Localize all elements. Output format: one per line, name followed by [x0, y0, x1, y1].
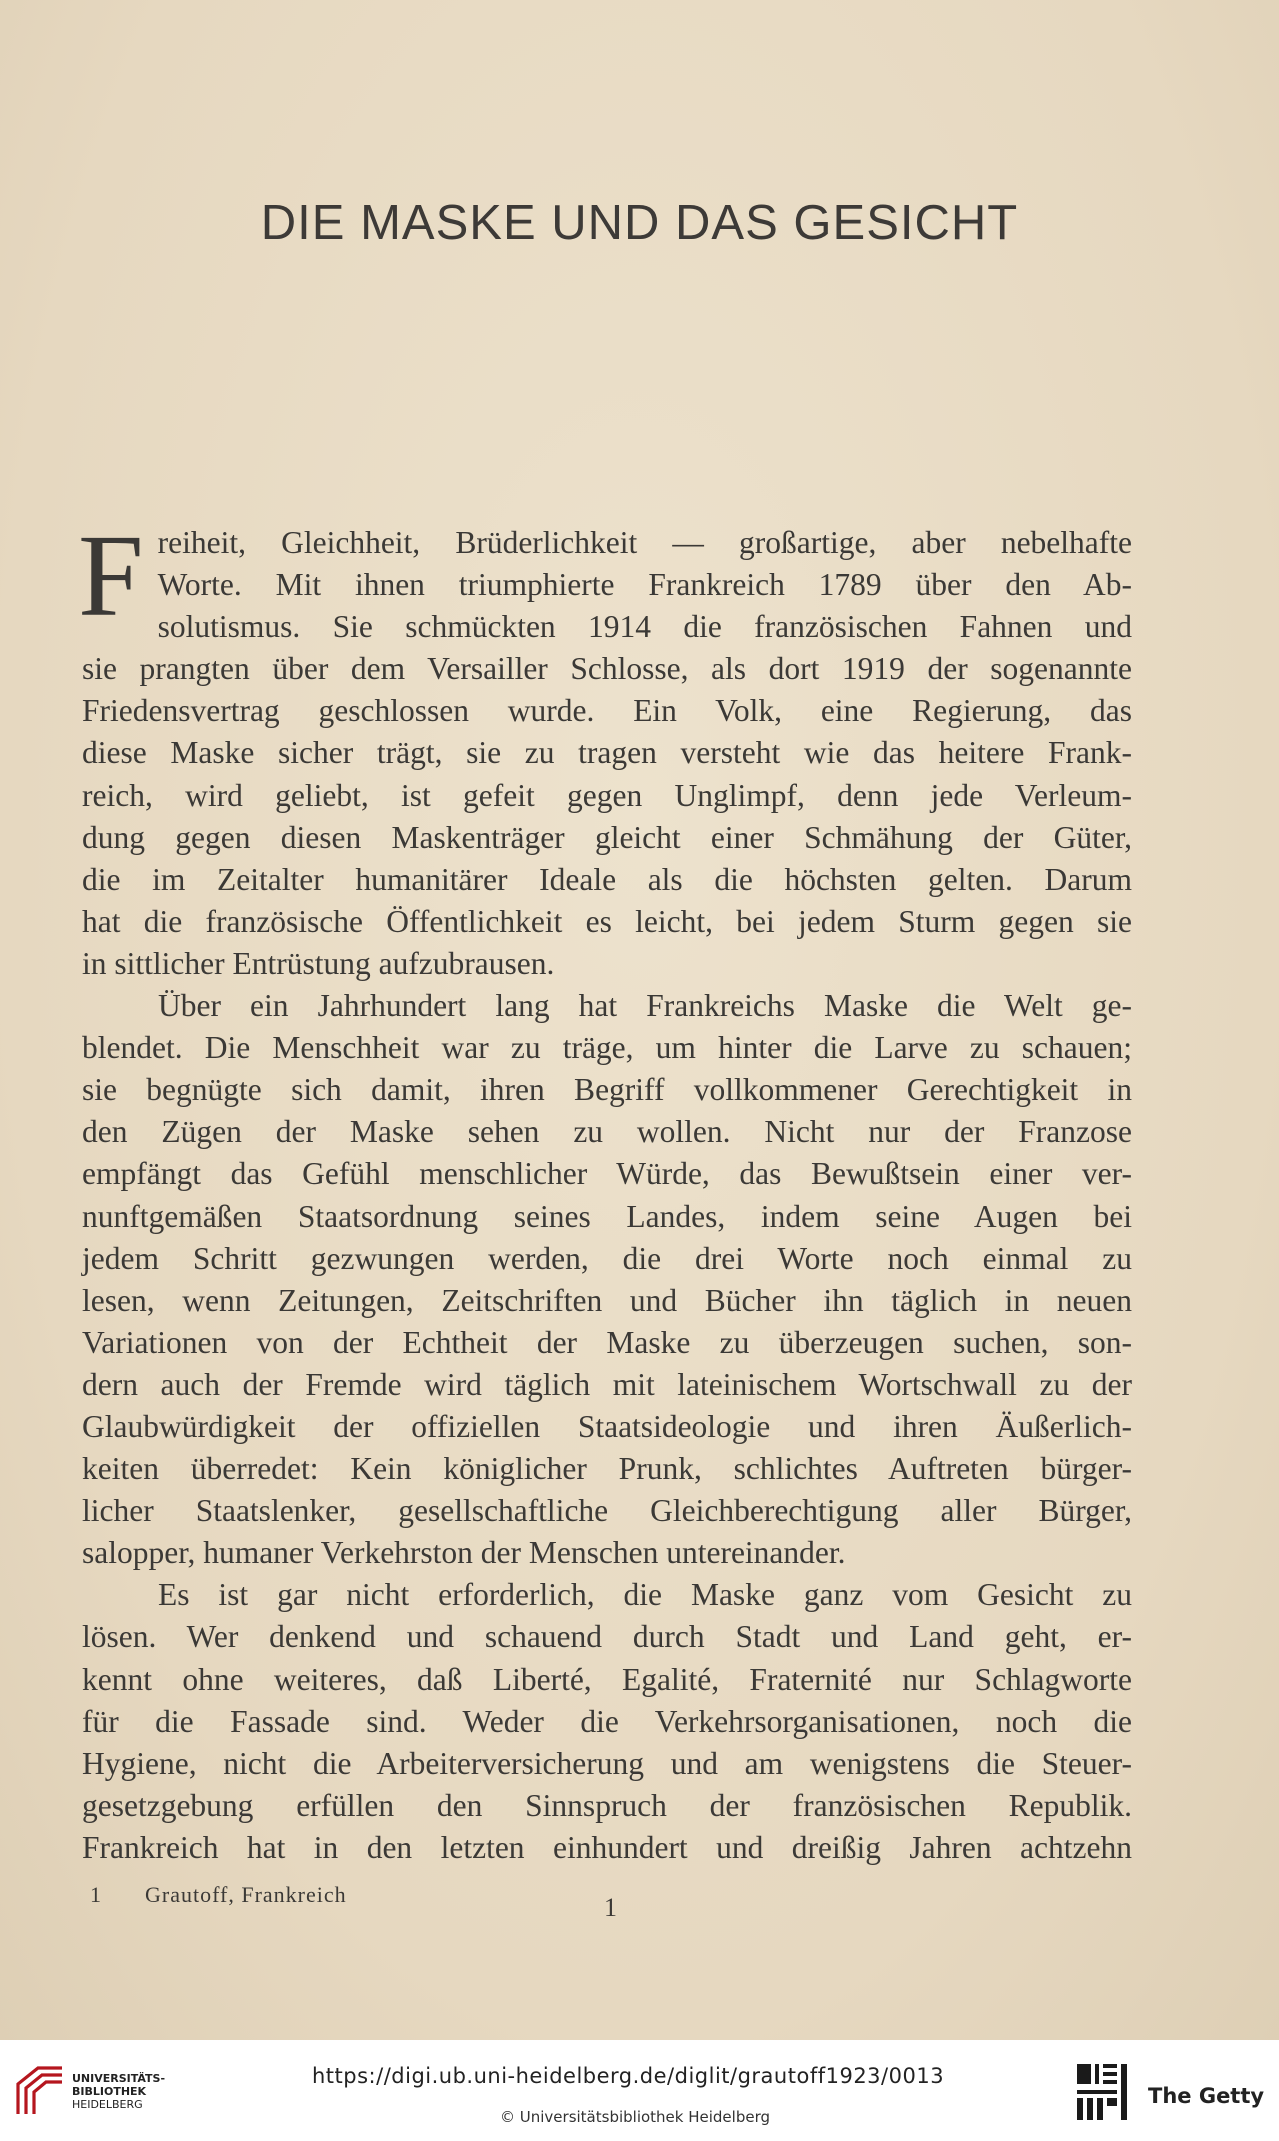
text-line: diese Maske sicher trägt, sie zu tragen versteht wie das heitere Frank-: [82, 735, 1132, 771]
text-line: gesetzgebung erfüllen den Sinnspruch der französischen Republik.: [82, 1787, 1132, 1823]
text-line: empfängt das Gefühl menschlicher Würde, das Bewußtsein einer ver-: [82, 1156, 1132, 1192]
paragraph-2: [82, 985, 1132, 1574]
text-line: Es ist gar nicht erforderlich, die Maske ganz vom Gesicht zu: [158, 1577, 1132, 1613]
viewer-footer: [0, 2040, 1279, 2141]
signature-text: Grautoff, Frankreich: [145, 1882, 347, 1907]
text-line: Glaubwürdigkeit der offiziellen Staatsideologie und ihren Äußerlich-: [82, 1408, 1132, 1444]
getty-logo-icon: [1073, 2060, 1133, 2124]
drop-cap: F: [78, 510, 144, 641]
text-line: sie prangten über dem Versailler Schlosse, als dort 1919 der sogenannte: [82, 651, 1132, 687]
text-line: reich, wird geliebt, ist gefeit gegen Unglimpf, denn jede Verleum-: [82, 777, 1132, 813]
text-line: Worte. Mit ihnen triumphierte Frankreich 1789 über den Ab-: [157, 567, 1132, 603]
text-line: Friedensvertrag geschlossen wurde. Ein Volk, eine Regierung, das: [82, 693, 1132, 729]
signature-mark: [90, 1882, 347, 1908]
permalink-url[interactable]: https://digi.ub.uni-heidelberg.de/diglit/grautoff1923/0013: [312, 2064, 945, 2088]
library-line: UNIVERSITÄTS-: [72, 2072, 166, 2085]
text-line: reiheit, Gleichheit, Brüderlichkeit — großartige, aber nebelhafte: [157, 525, 1132, 560]
text-line: lesen, wenn Zeitungen, Zeitschriften und Bücher ihn täglich in neuen: [82, 1282, 1132, 1318]
text-line: lösen. Wer denkend und schauend durch Stadt und Land geht, er-: [82, 1619, 1132, 1655]
text-line: für die Fassade sind. Weder die Verkehrsorganisationen, noch die: [82, 1703, 1132, 1739]
text-line: Variationen von der Echtheit der Maske zu überzeugen suchen, son-: [82, 1324, 1132, 1360]
text-line: Hygiene, nicht die Arbeiterversicherung und am wenigstens die Steuer-: [82, 1745, 1132, 1781]
copyright-notice: © Universitätsbibliothek Heidelberg: [500, 2108, 771, 2126]
text-line: solutismus. Sie schmückten 1914 die französischen Fahnen und: [157, 609, 1132, 645]
text-line: hat die französische Öffentlichkeit es leicht, bei jedem Sturm gegen sie: [82, 903, 1132, 939]
library-name: [72, 2072, 165, 2111]
text-line: salopper, humaner Verkehrston der Menschen untereinander.: [82, 1535, 846, 1571]
text-line: sie begnügte sich damit, ihren Begriff vollkommener Gerechtigkeit in: [82, 1072, 1132, 1108]
text-line: kennt ohne weiteres, daß Liberté, Egalité, Fraternité nur Schlagworte: [82, 1661, 1132, 1697]
chapter-title: DIE MASKE UND DAS GESICHT: [260, 196, 1019, 250]
paragraph-1: [78, 510, 1132, 985]
library-line: BIBLIOTHEK: [72, 2085, 147, 2098]
text-line: Frankreich hat in den letzten einhundert und dreißig Jahren achtzehn: [82, 1829, 1132, 1865]
text-line: dung gegen diesen Maskenträger gleicht einer Schmähung der Güter,: [82, 819, 1132, 855]
library-line: HEIDELBERG: [72, 2098, 143, 2111]
university-library-logo-icon: [10, 2062, 70, 2122]
page-number: 1: [604, 1893, 617, 1922]
text-line: die im Zeitalter humanitärer Ideale als die höchsten gelten. Darum: [82, 861, 1132, 897]
text-line: nunftgemäßen Staatsordnung seines Landes, indem seine Augen bei: [82, 1198, 1132, 1234]
text-line: Über ein Jahrhundert lang hat Frankreichs Maske die Welt ge-: [158, 988, 1132, 1024]
text-line: den Zügen der Maske sehen zu wollen. Nicht nur der Franzose: [82, 1114, 1132, 1150]
text-line: blendet. Die Menschheit war zu träge, um hinter die Larve zu schauen;: [82, 1030, 1132, 1066]
signature-number: 1: [90, 1882, 104, 1907]
paragraph-3: [82, 1574, 1132, 1869]
text-line: dern auch der Fremde wird täglich mit lateinischem Wortschwall zu der: [82, 1366, 1132, 1402]
getty-label: The Getty: [1148, 2084, 1265, 2108]
text-line: jedem Schritt gezwungen werden, die drei Worte noch einmal zu: [82, 1240, 1132, 1276]
text-line: in sittlicher Entrüstung aufzubrausen.: [82, 945, 555, 981]
text-line: keiten überredet: Kein königlicher Prunk, schlichtes Auftreten bürger-: [82, 1451, 1132, 1487]
text-line: licher Staatslenker, gesellschaftliche Gleichberechtigung aller Bürger,: [82, 1493, 1132, 1529]
body-text: [78, 510, 1132, 1869]
